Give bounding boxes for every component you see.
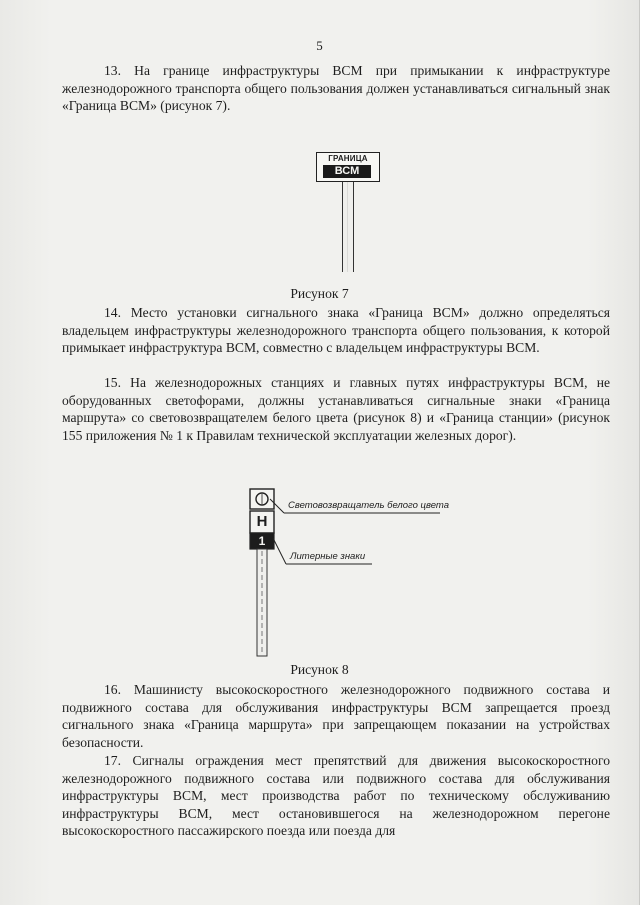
sign-bottom-text: ВСМ [323,165,371,178]
paragraph-14: 14. Место установки сигнального знака «Граница ВСМ» должно определяться владельцем инфраструктуры железнодорожного транспорта общего пользования, к которой примыкает инфраструктура ВСМ, совместно с владельцем инфраструктуры ВСМ. [62,305,610,356]
plate-letter: Н [256,513,268,530]
paragraph-13: 13. На границе инфраструктуры ВСМ при примыкании к инфраструктуре железнодорожного транспорта общего пользования должен устанавливаться сигнальный знак «Граница ВСМ» (рисунок 7). [62,63,610,114]
plate-number: 1 [258,534,266,548]
sign-pole [342,182,354,272]
figure-8-route-border-sign [240,486,460,658]
sign-board [316,152,380,182]
sign-top-text: ГРАНИЦА [328,154,368,163]
figure-7-caption: Рисунок 7 [290,286,349,301]
paragraph-15: 15. На железнодорожных станциях и главных путях инфраструктуры ВСМ, не оборудованных светофорами, должны устанавливаться сигнальные знаки «Граница маршрута» со световозвращателем белого цвета (рисунок 8) и «Граница станции» (рисунок 155 приложения № 1 к Правилам технической эксплуатации железных дорог). [62,375,610,443]
paragraph-16: 16. Машинисту высокоскоростного железнодорожного подвижного состава и подвижного состава для обслуживания инфраструктуры ВСМ запрещается проезд сигнального знака «Граница маршрута» при запрещающем показании на устройствах безопасности. [62,682,610,750]
paragraph-17: 17. Сигналы ограждения мест препятствий для движения высокоскоростного железнодорожного подвижного состава или подвижного состава для обслуживания инфраструктуры ВСМ, мест производства работ по техническому обслуживанию инфраструктуры ВСМ, мест остановившегося на железнодорожном перегоне высокоскоростного пассажирского поезда или поезда для [62,753,610,839]
page-number: 5 [316,38,323,53]
figure-8-caption: Рисунок 8 [290,662,349,677]
figure-7-sign-vsm-border [314,152,384,272]
figure-8-drawing [240,486,460,658]
callout-reflector: Световозвращатель белого цвета [288,500,449,511]
callout-letters: Литерные знаки [290,551,366,562]
